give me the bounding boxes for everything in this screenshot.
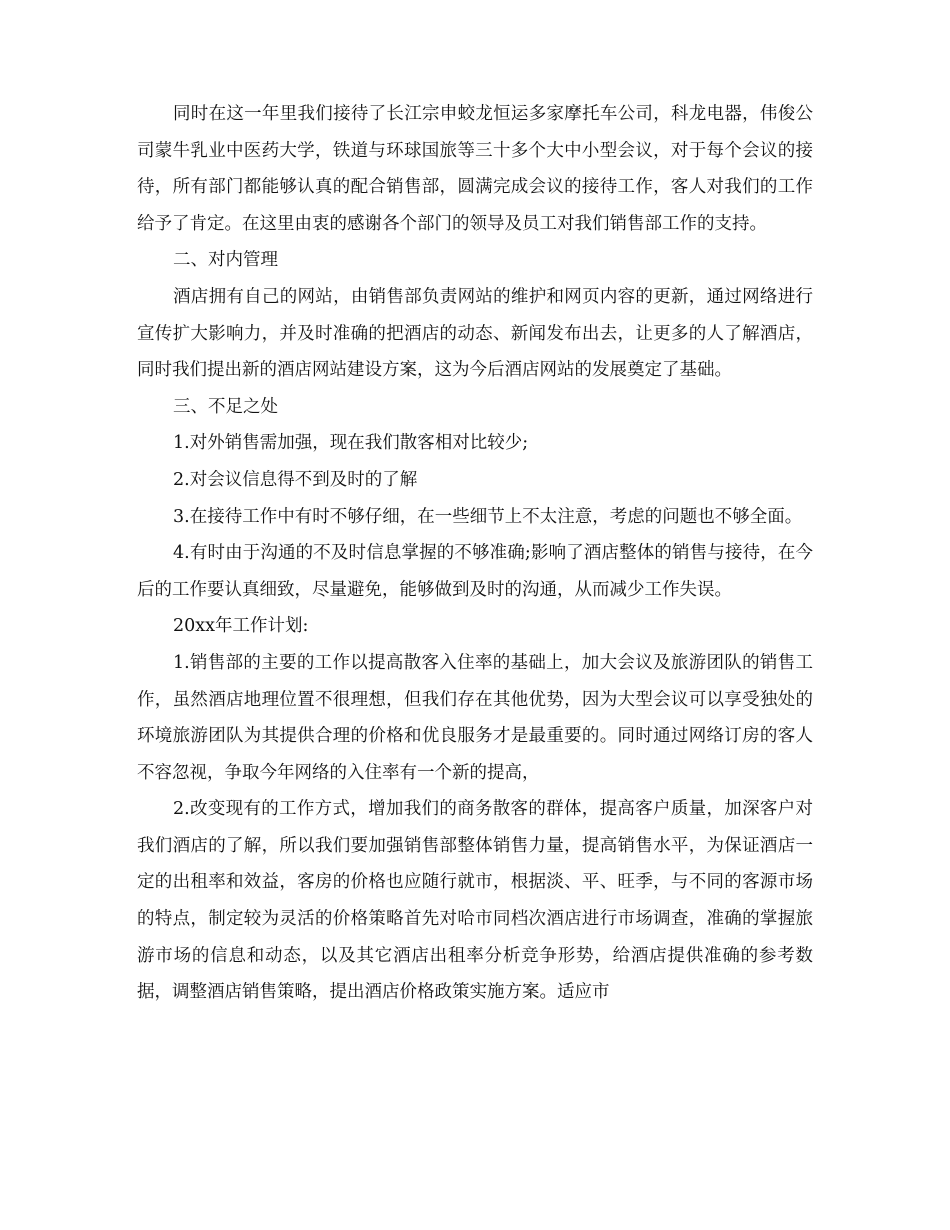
section-heading-work-plan: 20xx年工作计划: [173,616,309,637]
list-item-shortcoming-2: 2.对会议信息得不到及时的了解 [173,469,418,490]
document-body [137,96,813,1011]
paragraph-reception-summary: 同时在这一年里我们接待了长江宗申蛟龙恒运多家摩托车公司，科龙电器，伟俊公司蒙牛乳业中医药大学，铁道与环球国旅等三十多个大中小型会议，对于每个会议的接待，所有部门都能够认真的配合销售部，圆满完成会议的接待工作，客人对我们的工作给予了肯定。在这里由衷的感谢各个部门的领导及员工对我们销售部工作的支持。 [137,104,813,234]
section-heading-shortcomings: 三、不足之处 [173,396,278,417]
list-item-shortcoming-3: 3.在接待工作中有时不够仔细，在一些细节上不太注意，考虑的问题也不够全面。 [173,506,803,527]
paragraph-website: 酒店拥有自己的网站，由销售部负责网站的维护和网页内容的更新，通过网络进行宣传扩大影响力，并及时准确的把酒店的动态、新闻发布出去，让更多的人了解酒店，同时我们提出新的酒店网站建设方案，这为今后酒店网站的发展奠定了基础。 [137,286,813,381]
list-item-shortcoming-1: 1.对外销售需加强，现在我们散客相对比较少; [173,433,529,454]
list-item-plan-1: 1.销售部的主要的工作以提高散客入住率的基础上，加大会议及旅游团队的销售工作，虽然酒店地理位置不很理想，但我们存在其他优势，因为大型会议可以享受独处的环境旅游团队为其提供合理的价格和优良服务才是最重要的。同时通过网络订房的客人不容忽视，争取今年网络的入住率有一个新的提高， [137,652,813,783]
section-heading-internal-management: 二、对内管理 [173,250,278,271]
list-item-shortcoming-4: 4.有时由于沟通的不及时信息掌握的不够准确;影响了酒店整体的销售与接待，在今后的工作要认真细致，尽量避免，能够做到及时的沟通，从而减少工作失误。 [137,543,813,600]
list-item-plan-2: 2.改变现有的工作方式，增加我们的商务散客的群体，提高客户质量，加深客户对我们酒店的了解，所以我们要加强销售部整体销售力量，提高销售水平，为保证酒店一定的出租率和效益，客房的价格也应随行就市，根据淡、平、旺季，与不同的客源市场的特点，制定较为灵活的价格策略首先对哈市同档次酒店进行市场调查，准确的掌握旅游市场的信息和动态，以及其它酒店出租率分析竞争形势，给酒店提供准确的参考数据，调整酒店销售策略，提出酒店价格政策实施方案。适应市 [137,799,813,1003]
